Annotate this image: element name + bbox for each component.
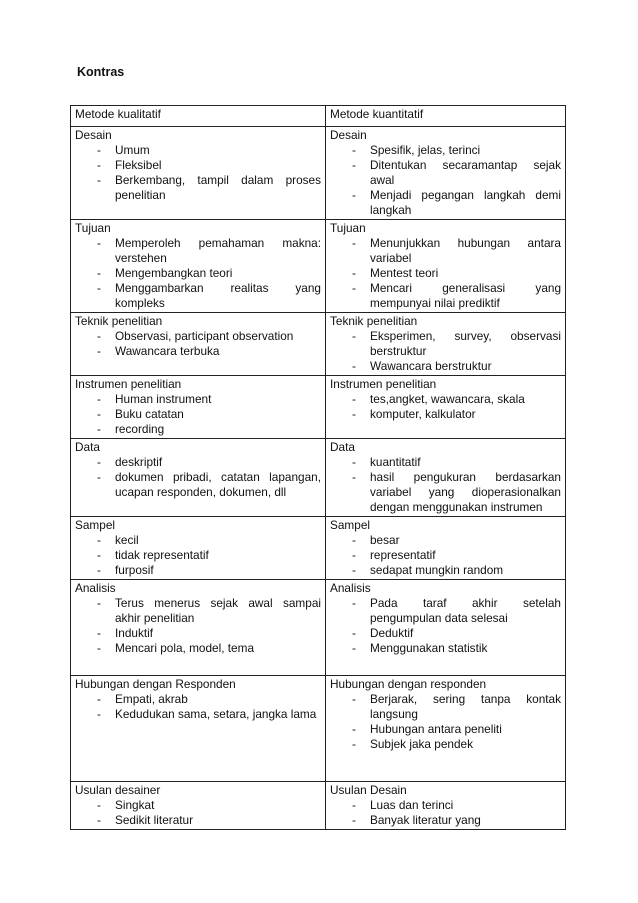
bullet-item: - Pada taraf akhir setelah pengumpulan data selesai [330, 596, 561, 626]
bullet-item: - Kedudukan sama, setara, jangka lama [75, 707, 321, 722]
section-title: Tujuan [330, 221, 366, 235]
bullet-item: - Mengembangkan teori [75, 266, 321, 281]
section-title: Data [330, 440, 355, 454]
bullet-item: - Mencari pola, model, tema [75, 641, 321, 656]
bullet-item: - Mencari generalisasi yang mempunyai nilai prediktif [330, 281, 561, 311]
quantitative-cell [326, 782, 566, 830]
table-row [71, 376, 566, 439]
bullet-list [330, 455, 561, 515]
table-row [71, 439, 566, 517]
section-title: Usulan Desain [330, 783, 407, 797]
bullet-list [330, 692, 561, 752]
bullet-list [330, 798, 561, 828]
table-row [71, 127, 566, 220]
qualitative-cell [71, 127, 326, 220]
bullet-item: - recording [75, 422, 321, 437]
bullet-list [75, 329, 321, 359]
bullet-item: - hasil pengukuran berdasarkan variabel yang dioperasionalkan dengan menggunakan instrumen [330, 470, 561, 515]
quantitative-cell [326, 313, 566, 376]
bullet-item: - Eksperimen, survey, observasi berstruktur [330, 329, 561, 359]
bullet-list [330, 236, 561, 311]
bullet-item: - Hubungan antara peneliti [330, 722, 561, 737]
section-title: Desain [75, 128, 112, 142]
bullet-item: - Sedikit literatur [75, 813, 321, 828]
bullet-item: - Induktif [75, 626, 321, 641]
table-row [71, 517, 566, 580]
qualitative-cell [71, 782, 326, 830]
comparison-table-body [71, 106, 566, 830]
quantitative-cell [326, 127, 566, 220]
bullet-item: - Mentest teori [330, 266, 561, 281]
bullet-item: - Umum [75, 143, 321, 158]
bullet-item: - tes,angket, wawancara, skala [330, 392, 561, 407]
quantitative-cell [326, 676, 566, 782]
header-quantitative: Metode kuantitatif [326, 106, 566, 127]
bullet-item: - representatif [330, 548, 561, 563]
bullet-item: - Menggambarkan realitas yang kompleks [75, 281, 321, 311]
section-title: Analisis [75, 581, 116, 595]
bullet-list [330, 143, 561, 218]
section-title: Desain [330, 128, 367, 142]
bullet-list [330, 533, 561, 578]
bullet-list [75, 455, 321, 500]
bullet-item: - Deduktif [330, 626, 561, 641]
bullet-item: - Terus menerus sejak awal sampai akhir penelitian [75, 596, 321, 626]
bullet-item: - tidak representatif [75, 548, 321, 563]
bullet-item: - Memperoleh pemahaman makna: verstehen [75, 236, 321, 266]
table-row [71, 220, 566, 313]
bullet-item: - Wawancara terbuka [75, 344, 321, 359]
quantitative-cell [326, 517, 566, 580]
bullet-item: - kecil [75, 533, 321, 548]
bullet-list [330, 596, 561, 656]
section-title: Sampel [330, 518, 370, 532]
bullet-item: - deskriptif [75, 455, 321, 470]
section-title: Tujuan [75, 221, 111, 235]
qualitative-cell [71, 676, 326, 782]
bullet-item: - Menunjukkan hubungan antara variabel [330, 236, 561, 266]
section-title: Hubungan dengan responden [330, 677, 487, 691]
section-title: Analisis [330, 581, 371, 595]
qualitative-cell [71, 313, 326, 376]
table-row [71, 313, 566, 376]
bullet-item: - furposif [75, 563, 321, 578]
bullet-item: - kuantitatif [330, 455, 561, 470]
bullet-list [75, 692, 321, 722]
bullet-item: - Menggunakan statistik [330, 641, 561, 656]
bullet-item: - Subjek jaka pendek [330, 737, 561, 752]
bullet-item: - Wawancara berstruktur [330, 359, 561, 374]
bullet-item: - Observasi, participant observation [75, 329, 321, 344]
section-title: Instrumen penelitian [330, 377, 437, 391]
qualitative-cell [71, 439, 326, 517]
section-title: Teknik penelitian [330, 314, 418, 328]
comparison-table [70, 105, 566, 830]
bullet-item: - Ditentukan secaramantap sejak awal [330, 158, 561, 188]
bullet-item: - komputer, kalkulator [330, 407, 561, 422]
bullet-list [75, 392, 321, 437]
quantitative-cell [326, 220, 566, 313]
section-title: Sampel [75, 518, 115, 532]
bullet-item: - Singkat [75, 798, 321, 813]
section-title: Teknik penelitian [75, 314, 163, 328]
bullet-item: - Buku catatan [75, 407, 321, 422]
bullet-item: - dokumen pribadi, catatan lapangan, ucapan responden, dokumen, dll [75, 470, 321, 500]
quantitative-cell [326, 376, 566, 439]
bullet-item: - Empati, akrab [75, 692, 321, 707]
quantitative-cell [326, 580, 566, 676]
table-row [71, 782, 566, 830]
bullet-item: - Human instrument [75, 392, 321, 407]
quantitative-cell [326, 439, 566, 517]
bullet-list [75, 236, 321, 311]
table-header-row [71, 106, 566, 127]
section-title: Instrumen penelitian [75, 377, 182, 391]
qualitative-cell [71, 580, 326, 676]
bullet-list [330, 329, 561, 374]
bullet-list [75, 798, 321, 828]
page-heading: Kontras [77, 65, 125, 79]
bullet-list [75, 533, 321, 578]
header-qualitative: Metode kualitatif [71, 106, 326, 127]
qualitative-cell [71, 376, 326, 439]
qualitative-cell [71, 517, 326, 580]
bullet-list [330, 392, 561, 422]
bullet-list [75, 596, 321, 656]
bullet-item: - Menjadi pegangan langkah demi langkah [330, 188, 561, 218]
bullet-list [75, 143, 321, 203]
bullet-item: - besar [330, 533, 561, 548]
qualitative-cell [71, 220, 326, 313]
table-row [71, 676, 566, 782]
bullet-item: - Banyak literatur yang [330, 813, 561, 828]
bullet-item: - Berjarak, sering tanpa kontak langsung [330, 692, 561, 722]
section-title: Hubungan dengan Responden [75, 677, 236, 691]
table-row [71, 580, 566, 676]
section-title: Data [75, 440, 100, 454]
bullet-item: - sedapat mungkin random [330, 563, 561, 578]
bullet-item: - Fleksibel [75, 158, 321, 173]
section-title: Usulan desainer [75, 783, 161, 797]
bullet-item: - Spesifik, jelas, terinci [330, 143, 561, 158]
bullet-item: - Luas dan terinci [330, 798, 561, 813]
bullet-item: - Berkembang, tampil dalam proses penelitian [75, 173, 321, 203]
